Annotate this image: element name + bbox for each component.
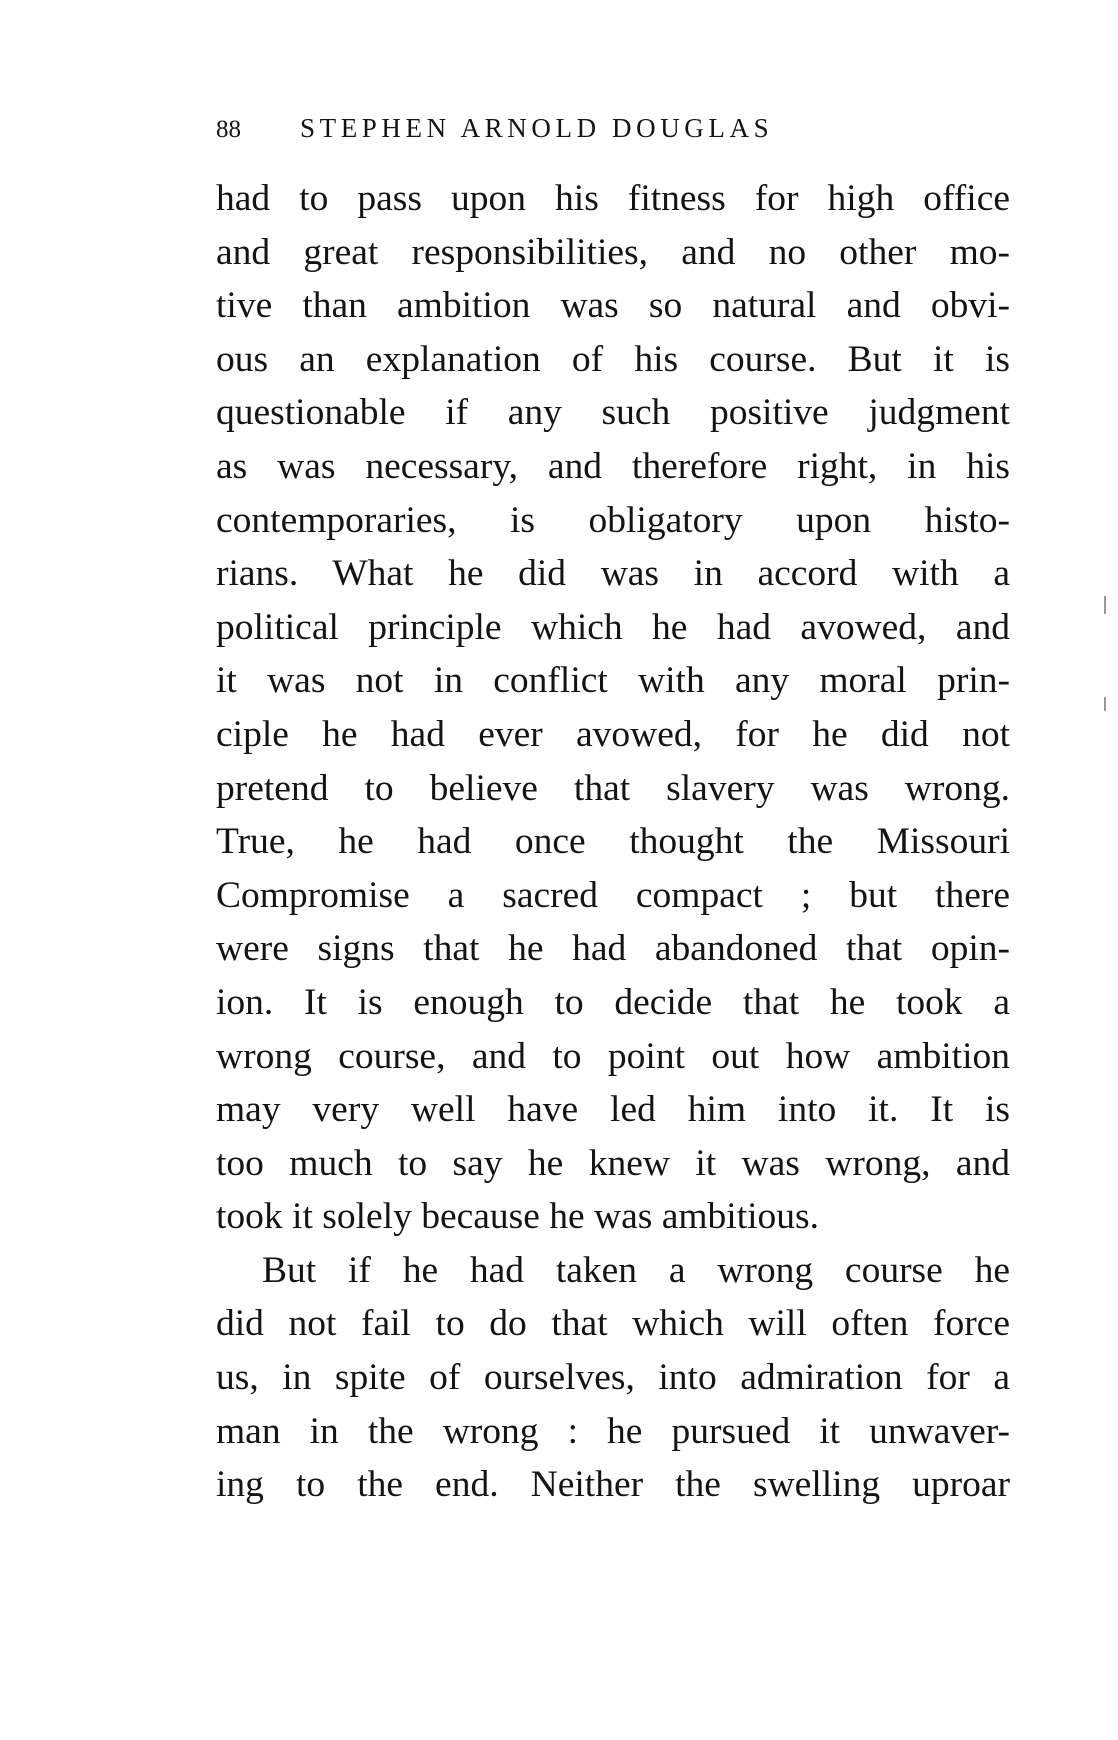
running-head [216,108,916,148]
text-line: True, he had once thought the Missouri [216,821,1010,863]
text-line: as was necessary, and therefore right, in his [216,445,1010,487]
text-line: political principle which he had avowed, and [216,606,1010,648]
paragraph-2 [216,1244,1010,1512]
text-line: wrong course, and to point out how ambition [216,1035,1010,1077]
text-line: were signs that he had abandoned that opin- [216,928,1010,970]
text-line: us, in spite of ourselves, into admiration for a [216,1357,1010,1399]
text-line: man in the wrong : he pursued it unwaver- [216,1410,1010,1452]
text-line: ion. It is enough to decide that he took a [216,981,1010,1023]
text-line: did not fail to do that which will often force [216,1303,1010,1345]
book-title: STEPHEN ARNOLD DOUGLAS [300,113,774,143]
scan-edge-mark [1104,697,1106,711]
text-line: too much to say he knew it was wrong, and [216,1142,1010,1184]
text-line: pretend to believe that slavery was wrong. [216,767,1010,809]
text-line: tive than ambition was so natural and obvi- [216,285,1010,327]
text-line: Compromise a sacred compact ; but there [216,874,1010,916]
text-line: and great responsibilities, and no other mo- [216,231,1010,273]
text-line: it was not in conflict with any moral prin- [216,660,1010,702]
text-line: took it solely because he was ambitious. [216,1196,820,1238]
text-line: ous an explanation of his course. But it is [216,338,1010,380]
text-line: ciple he had ever avowed, for he did not [216,713,1010,755]
text-line: questionable if any such positive judgment [216,392,1010,434]
scan-edge-mark [1104,596,1106,614]
paragraph-1 [216,172,1010,1244]
page-number: 88 [216,116,241,143]
text-line: rians. What he did was in accord with a [216,553,1010,595]
text-line: But if he had taken a wrong course he [262,1249,1010,1291]
text-line: had to pass upon his fitness for high office [216,178,1010,219]
body-text [216,172,1010,1512]
text-line: may very well have led him into it. It is [216,1089,1010,1131]
text-line: contemporaries, is obligatory upon histo- [216,499,1010,541]
text-line: ing to the end. Neither the swelling uproar [216,1464,1010,1506]
